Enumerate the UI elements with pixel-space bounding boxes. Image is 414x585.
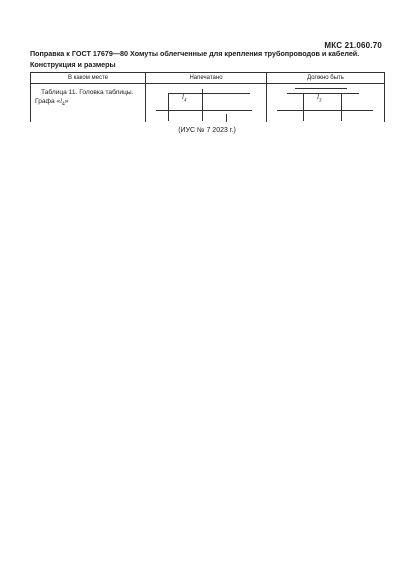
title-line-2: Конструкция и размеры [30, 60, 116, 69]
correct-header-fragment [267, 84, 384, 122]
cell-place [31, 84, 146, 123]
place-line-1: Таблица 11. Головка таблицы. [41, 89, 134, 96]
title-line-1: Поправка к ГОСТ 17679—80 Хомуты облегченные для крепления трубопроводов и кабелей. [30, 49, 360, 58]
publication-note: (ИУС № 7 2023 г.) [178, 127, 236, 134]
column-header-place: В каком месте [31, 73, 146, 84]
amendment-table [30, 72, 385, 122]
column-header-printed: Напечатано [146, 73, 267, 84]
column-header-correct: Должно быть [267, 73, 385, 84]
place-line-2: Графа «$l_4$» [35, 98, 69, 108]
cell-correct [267, 84, 385, 123]
table-row [31, 84, 385, 123]
printed-header-fragment [146, 84, 266, 122]
amendment-title [30, 48, 382, 70]
cell-printed [146, 84, 267, 123]
classification-code: МКС 21.060.70 [324, 41, 382, 50]
correct-symbol: $l_3$ [317, 93, 322, 104]
printed-symbol: $l_4$ [182, 93, 187, 104]
table-header-row [31, 73, 385, 84]
